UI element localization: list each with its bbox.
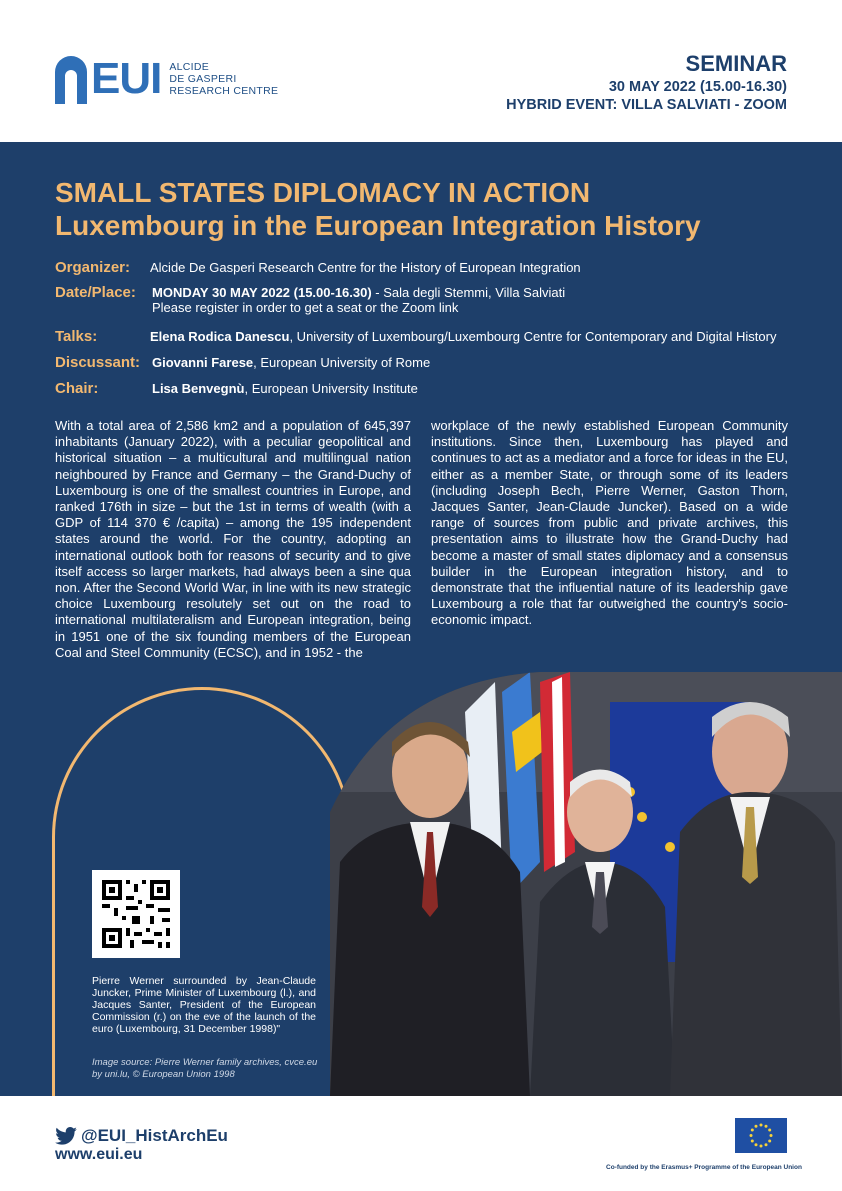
event-info — [506, 50, 787, 114]
title-sub: Luxembourg in the European Integration History — [55, 210, 701, 241]
photo-illustration — [330, 672, 842, 1096]
abstract-column-2: workplace of the newly established European Community institutions. Since then, Luxembourg has played and continues to act as a mediator and a force for ideas in the EU, either as a member State, or through some of its leaders (including Joseph Bech, Pierre Werner, Gaston Thorn, Jacques Santer, Jean-Claude Juncker). Based on a wide range of sources from public and private archives, this presentation aims to illustrate how the Grand-Duchy had become a master of small states diplomacy and a consensus builder in the European integration history, and to demonstrate that the influential nature of its leadership gave Luxembourg a role that far outweighed the country's socio-economic impact. — [431, 418, 788, 628]
event-type: SEMINAR — [685, 51, 787, 76]
date-bold: MONDAY 30 MAY 2022 (15.00-16.30) — [152, 285, 372, 300]
logo-subtitle — [169, 61, 278, 97]
logo-sub-line: ALCIDE — [169, 61, 210, 73]
eu-flag-icon — [735, 1118, 787, 1153]
chair-affiliation: , European University Institute — [244, 381, 418, 396]
logo-wordmark: EUI — [91, 54, 162, 103]
photo-caption: Pierre Werner surrounded by Jean-Claude Juncker, Prime Minister of Luxembourg (l.), and Jacques Santer, President of the European Commission (r.) on the eve of the launch of the euro (Luxembourg, 31 December 1998)" — [92, 975, 316, 1035]
title-main: SMALL STATES DIPLOMACY IN ACTION — [55, 177, 591, 208]
date-place: - Sala degli Stemmi, Villa Salviati — [371, 285, 566, 300]
date-place-label: Date/Place: — [55, 284, 136, 301]
eu-stars-icon — [735, 1118, 787, 1153]
registration-note: Please register in order to get a seat or the Zoom link — [152, 300, 459, 315]
image-source: Image source: Pierre Werner family archives, cvce.eu by uni.lu, © European Union 1998 — [92, 1057, 318, 1080]
qr-code[interactable] — [92, 870, 180, 958]
logo-sub-line: DE GASPERI — [169, 73, 237, 85]
abstract-column-1: With a total area of 2,586 km2 and a population of 645,397 inhabitants (January 2022), with a peculiar geopolitical and historical situation – a multicultural and multilingual nation neighboured by France and Germany – the Grand-Duchy of Luxembourg is one of the smallest countries in Europe, and ranked 176th in size – but the 1st in terms of wealth (with a GDP of 114 370 € /capita) – among the 195 independent states around the world. For the country, adopting an international outlook both for reasons of security and to give itself access so larger markets, had always been a sine qua non. After the Second World War, in line with its new strategic choice Luxembourg resolutely set out on the road to international multilateralism and European integration, being in 1951 one of the six founding members of the European Coal and Steel Community (ECSC), and in 1952 - the — [55, 418, 411, 660]
twitter-handle-text: @EUI_HistArchEu — [81, 1126, 228, 1145]
discussant-label: Discussant: — [55, 354, 141, 371]
talks-label: Talks: — [55, 328, 98, 345]
event-date: 30 MAY 2022 (15.00-16.30) — [608, 79, 787, 95]
twitter-icon — [55, 1127, 77, 1145]
qr-code-icon — [92, 870, 180, 958]
eu-cofunding-caption: Co-funded by the Erasmus+ Programme of the European Union — [606, 1164, 802, 1171]
discussant-name: Giovanni Farese — [152, 355, 254, 370]
main-panel — [0, 142, 842, 1096]
twitter-handle[interactable] — [55, 1126, 228, 1146]
discussant-affiliation: , European University of Rome — [253, 355, 431, 370]
eui-logo — [55, 54, 278, 104]
event-venue: HYBRID EVENT: VILLA SALVIATI - ZOOM — [506, 97, 787, 113]
header — [0, 0, 842, 142]
website-link[interactable]: www.eui.eu — [55, 1146, 143, 1163]
arch-logo-icon — [55, 54, 87, 104]
speaker-name: Elena Rodica Danescu — [150, 329, 290, 344]
logo-sub-line: RESEARCH CENTRE — [169, 85, 279, 97]
historic-photo — [330, 672, 842, 1096]
chair-label: Chair: — [55, 380, 99, 397]
speaker-affiliation: , University of Luxembourg/Luxembourg Centre for Contemporary and Digital History — [289, 329, 777, 344]
organizer-label: Organizer: — [55, 259, 131, 276]
organizer-value: Alcide De Gasperi Research Centre for the History of European Integration — [150, 260, 581, 275]
footer — [0, 1096, 842, 1191]
chair-name: Lisa Benvegnù — [152, 381, 245, 396]
